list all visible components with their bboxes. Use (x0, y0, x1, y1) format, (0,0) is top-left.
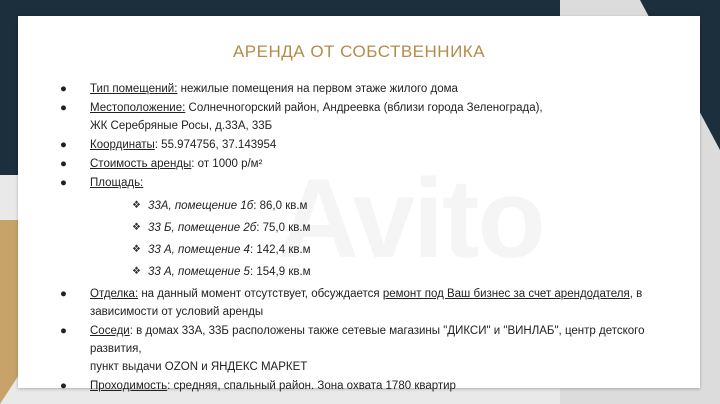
type-label: Тип помещений: (90, 83, 178, 95)
area-value: 75,0 кв.м (259, 222, 311, 234)
bullet-icon: ● (60, 325, 67, 337)
area-label: Площадь: (90, 177, 144, 189)
bullet-icon: ● (60, 83, 67, 95)
list-item-traffic (60, 377, 680, 395)
area-sublist (60, 195, 680, 283)
price-label: Стоимость аренды (90, 158, 192, 170)
location-label: Местоположение: (90, 102, 186, 114)
coords-text: : 55.974756, 37.143954 (154, 139, 277, 151)
traffic-text: : средняя, спальный район. Зона охвата 1780 квартир (167, 380, 456, 392)
slide (18, 16, 700, 392)
neighbors-label: Соседи (90, 325, 130, 337)
traffic-label: Проходимость (90, 380, 168, 392)
finish-text-line2: зависимости от условий аренды (90, 306, 264, 318)
location-text: Солнечногорский район, Андреевка (вблизи города Зеленограда), (185, 102, 543, 114)
list-item-finish (60, 285, 680, 321)
diamond-bullet-icon: ❖ (132, 222, 141, 233)
diamond-bullet-icon: ❖ (132, 200, 141, 211)
list-item-type (60, 80, 680, 98)
area-subitem: ❖ 33 А, помещение 4: 142,4 кв.м (132, 239, 680, 261)
neighbors-text: : в домах 33А, 33Б расположены также сетевые магазины "ДИКСИ" и "ВИНЛАБ", центр детского развития, (90, 325, 645, 355)
diamond-bullet-icon: ❖ (132, 244, 141, 255)
area-name: 33 А, помещение 5 (148, 266, 250, 278)
finish-text-after: , в (629, 288, 643, 300)
area-subitem: ❖ 33 Б, помещение 2б: 75,0 кв.м (132, 217, 680, 239)
list-item-area (60, 174, 680, 192)
location-text-line2: ЖК Серебряные Росы, д.33А, 33Б (90, 120, 273, 132)
area-name: 33А, помещение 1б (148, 200, 254, 212)
diamond-bullet-icon: ❖ (132, 266, 141, 277)
area-value: 154,9 кв.м (253, 266, 311, 278)
finish-text: на данный момент отсутствует, обсуждается (138, 288, 383, 300)
area-subitem: ❖ 33А, помещение 1б: 86,0 кв.м (132, 195, 680, 217)
list-item-neighbors (60, 322, 680, 376)
bullet-icon: ● (60, 139, 67, 151)
bullet-icon: ● (60, 380, 67, 392)
slide-title: АРЕНДА ОТ СОБСТВЕННИКА (232, 42, 486, 61)
info-list (60, 80, 680, 396)
list-item-coords (60, 136, 680, 154)
bullet-icon: ● (60, 102, 67, 114)
neighbors-text-line2: пункт выдачи OZON и ЯНДЕКС МАРКЕТ (90, 361, 308, 373)
coords-label: Координаты (90, 139, 155, 151)
bullet-icon: ● (60, 288, 67, 300)
area-name: 33 А, помещение 4 (148, 244, 250, 256)
price-text: : от 1000 р/м² (191, 158, 263, 170)
finish-highlight: ремонт под Ваш бизнес за счет арендодателя (382, 288, 630, 300)
bullet-icon: ● (60, 158, 67, 170)
list-item-price (60, 155, 680, 173)
area-value: 142,4 кв.м (253, 244, 311, 256)
area-subitem: ❖ 33 А, помещение 5: 154,9 кв.м (132, 261, 680, 283)
list-item-location (60, 99, 680, 135)
area-name: 33 Б, помещение 2б (148, 222, 257, 234)
finish-label: Отделка: (90, 288, 139, 300)
type-text: нежилые помещения на первом этаже жилого дома (177, 83, 458, 95)
area-value: 86,0 кв.м (256, 200, 308, 212)
bullet-icon: ● (60, 177, 67, 189)
